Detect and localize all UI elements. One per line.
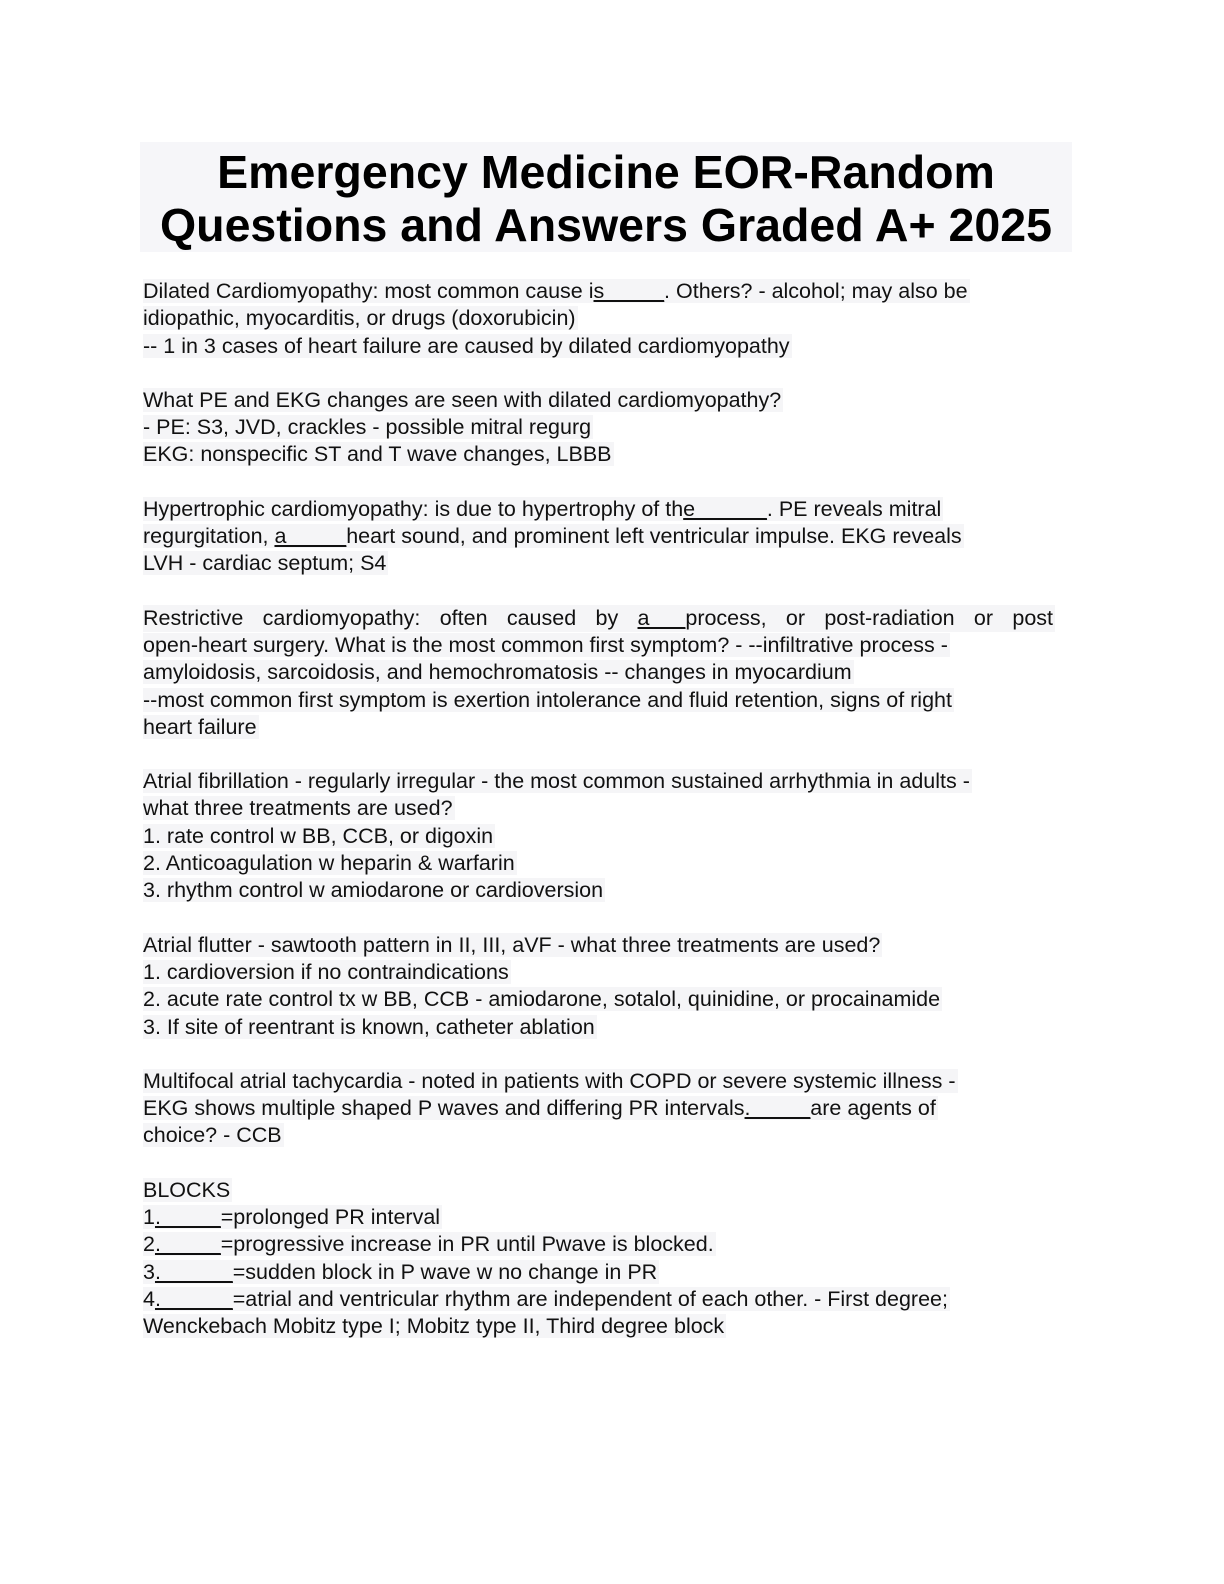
qa-text: choice? - CCB: [143, 1123, 282, 1148]
list-item: 3.______=sudden block in P wave w no change in PR: [143, 1259, 658, 1284]
list-item: 1. cardioversion if no contraindications: [143, 959, 509, 984]
title-line-2: Questions and Answers Graded A+ 2025: [160, 199, 1052, 251]
qa-text: Atrial flutter - sawtooth pattern in II, III, aVF - what three treatments are used?: [143, 932, 881, 957]
answer-blank: ._____: [154, 1232, 221, 1257]
qa-text: What PE and EKG changes are seen with dilated cardiomyopathy?: [143, 387, 782, 412]
answer-blank: .______: [154, 1259, 233, 1284]
answer-blank: ._____: [154, 1205, 221, 1230]
list-item: 2. acute rate control tx w BB, CCB - amiodarone, sotalol, quinidine, or procainamide: [143, 987, 941, 1012]
qa-text: amyloidosis, sarcoidosis, and hemochromatosis -- changes in myocardium: [143, 660, 852, 685]
qa-text: Hypertrophic cardiomyopathy: is due to hypertrophy of the______. PE reveals mitral: [143, 496, 942, 521]
qa-dilated-cardiomyopathy: [143, 278, 1055, 360]
list-item: 4.______=atrial and ventricular rhythm are independent of each other. - First degree;: [143, 1286, 948, 1311]
document-title: [140, 142, 1072, 252]
qa-text: open-heart surgery. What is the most common first symptom? - --infiltrative process -: [143, 632, 948, 657]
qa-text: --most common first symptom is exertion intolerance and fluid retention, signs of right: [143, 687, 952, 712]
qa-hypertrophic-cardiomyopathy: [143, 496, 1055, 578]
qa-text: - PE: S3, JVD, crackles - possible mitral regurg: [143, 415, 592, 440]
answer-blank: e______: [683, 496, 767, 521]
qa-text: -- 1 in 3 cases of heart failure are caused by dilated cardiomyopathy: [143, 333, 790, 358]
qa-text: idiopathic, myocarditis, or drugs (doxorubicin): [143, 306, 576, 331]
qa-text: LVH - cardiac septum; S4: [143, 551, 387, 576]
list-item: 2._____=progressive increase in PR until Pwave is blocked.: [143, 1232, 714, 1257]
qa-text: heart failure: [143, 714, 257, 739]
answer-blank: a___: [637, 605, 686, 630]
qa-heart-blocks: [143, 1177, 1055, 1341]
list-item: 3. If site of reentrant is known, catheter ablation: [143, 1014, 595, 1039]
title-line-1: Emergency Medicine EOR-Random: [217, 146, 995, 198]
qa-text: Multifocal atrial tachycardia - noted in patients with COPD or severe systemic illness -: [143, 1068, 956, 1093]
qa-text: Dilated Cardiomyopathy: most common cause is_____. Others? - alcohol; may also be: [143, 279, 968, 303]
qa-pe-ekg-changes: [143, 387, 1055, 469]
qa-text: Atrial fibrillation - regularly irregular - the most common sustained arrhythmia in adults -: [143, 769, 970, 794]
answer-blank: s_____: [593, 279, 665, 303]
answer-blank: .______: [154, 1286, 233, 1311]
qa-text: what three treatments are used?: [143, 796, 453, 821]
qa-restrictive-cardiomyopathy: [143, 605, 1055, 741]
qa-text: EKG shows multiple shaped P waves and differing PR intervals._____are agents of: [143, 1096, 936, 1121]
list-item: 3. rhythm control w amiodarone or cardioversion: [143, 878, 604, 903]
answer-blank: a_____: [274, 524, 347, 549]
section-heading: BLOCKS: [143, 1177, 231, 1202]
list-item: 1._____=prolonged PR interval: [143, 1205, 441, 1230]
list-item: 1. rate control w BB, CCB, or digoxin: [143, 823, 494, 848]
qa-multifocal-atrial-tachycardia: [143, 1068, 1055, 1150]
qa-text: EKG: nonspecific ST and T wave changes, LBBB: [143, 442, 612, 467]
qa-text: regurgitation, a_____heart sound, and prominent left ventricular impulse. EKG reveals: [143, 524, 962, 549]
answer-blank: ._____: [744, 1096, 811, 1121]
document-body: [143, 278, 1055, 1368]
list-item: 2. Anticoagulation w heparin & warfarin: [143, 851, 515, 876]
qa-atrial-fibrillation: [143, 768, 1055, 904]
qa-atrial-flutter: [143, 932, 1055, 1041]
qa-text: Restrictive cardiomyopathy: often caused by a___process, or post-radiation or post: [143, 605, 1055, 632]
qa-text: Wenckebach Mobitz type I; Mobitz type II, Third degree block: [143, 1314, 725, 1339]
